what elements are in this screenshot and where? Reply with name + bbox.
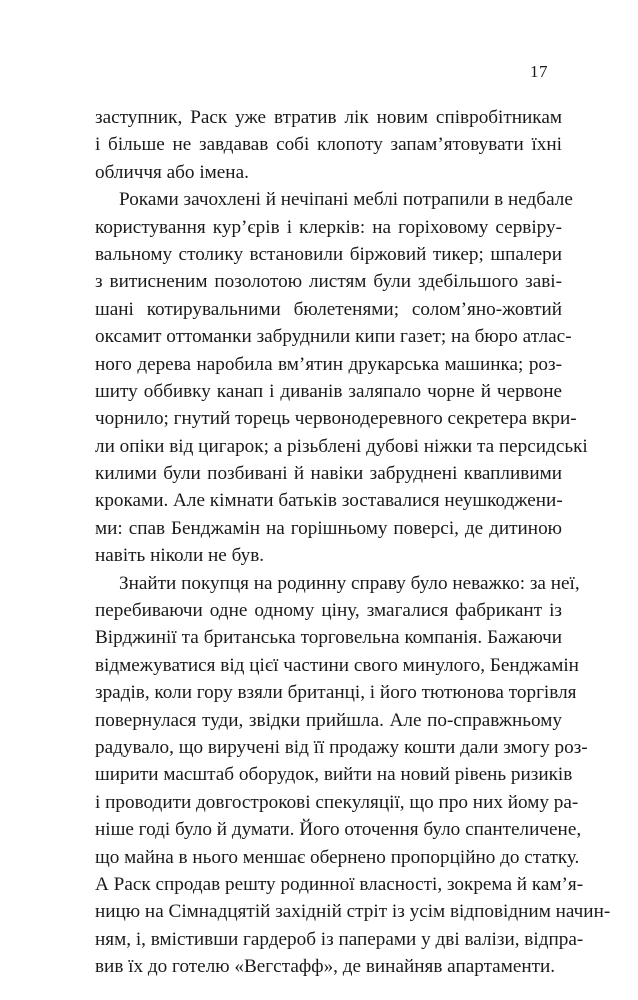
text-line: ницю на Сімнадцятій західній стріт із усім відповідним начин- (95, 901, 611, 923)
text-line: вив їх до готелю «Вегстафф», де винайняв апартаменти. (95, 956, 556, 978)
body-text (95, 104, 611, 981)
text-line: Вірджинії та британська торговельна компанія. Бажаючи (95, 627, 562, 649)
text-line: перебиваючи одне одному ціну, змагалися фабрикант із (95, 600, 562, 622)
text-line: ніше годі було й думати. Його оточення було спантеличене, (95, 819, 582, 841)
text-line: ми: спав Бенджамін на горішньому поверсі, де дитиною (95, 517, 562, 539)
paragraph (95, 570, 611, 981)
text-line: заступник, Раск уже втратив лік новим співробітникам (95, 107, 562, 128)
text-line: килими були позбивані й навіки забруднені квапливими (95, 463, 562, 485)
text-line: шані котирувальними бюлетенями; солом’яно-жовтий (95, 298, 562, 320)
text-line: А Раск спродав решту родинної власності, зокрема й кам’я- (95, 873, 584, 895)
text-line: навіть ніколи не був. (95, 545, 265, 567)
text-line: Знайти покупця на родинну справу було неважко: за неї, (119, 572, 580, 594)
paragraph (95, 104, 562, 186)
text-line: чорнило; гнутий торець червонодеревного секретера вкри- (95, 408, 577, 430)
text-line: повернулася туди, звідки прийшла. Але по-справжньому (95, 709, 562, 731)
text-line: ли опіки від цигарок; а різьблені дубові ніжки та персидські (95, 435, 588, 457)
paragraph (95, 186, 588, 569)
text-line: шиту оббивку канап і диванів заляпало чорне й червоне (95, 380, 562, 402)
text-line: з витисненим позолотою листям були здебільшого заві- (95, 271, 562, 293)
text-line: вальному столику встановили біржовий тикер; шпалери (95, 243, 562, 265)
text-line: зрадів, коли гору взяли британці, і його тютюнова торгівля (95, 682, 577, 704)
text-line: користування кур’єрів і клерків: на горіховому сервіру- (95, 216, 562, 238)
text-line: кроками. Але кімнати батьків зоставалися неушкоджени- (95, 490, 563, 512)
text-line: і більше не завдавав собі клопоту запам’ятовувати їхні (95, 134, 562, 156)
text-line: Роками зачохлені й нечіпані меблі потрапили в недбале (119, 189, 573, 211)
text-line: і проводити довгострокові спекуляції, що про них йому ра- (95, 791, 579, 813)
page-number: 17 (530, 62, 548, 81)
text-line: що майна в нього меншає обернено пропорційно до статку. (95, 846, 580, 868)
text-line: ням, і, вмістивши гардероб із паперами у дві валізи, відпра- (95, 928, 584, 950)
text-line: оксамит оттоманки забруднили кипи газет; на бюро атлас- (95, 326, 572, 348)
text-line: радувало, що виручені від її продажу кошти дали змогу роз- (95, 736, 588, 758)
text-line: ширити масштаб оборудок, вийти на новий рівень ризиків (95, 764, 573, 786)
text-line: відмежуватися від цієї частини свого минулого, Бенджамін (95, 654, 579, 676)
text-line: обличчя або імена. (95, 161, 249, 183)
text-line: ного дерева наробила вм’ятин друкарська машинка; роз- (95, 353, 562, 375)
